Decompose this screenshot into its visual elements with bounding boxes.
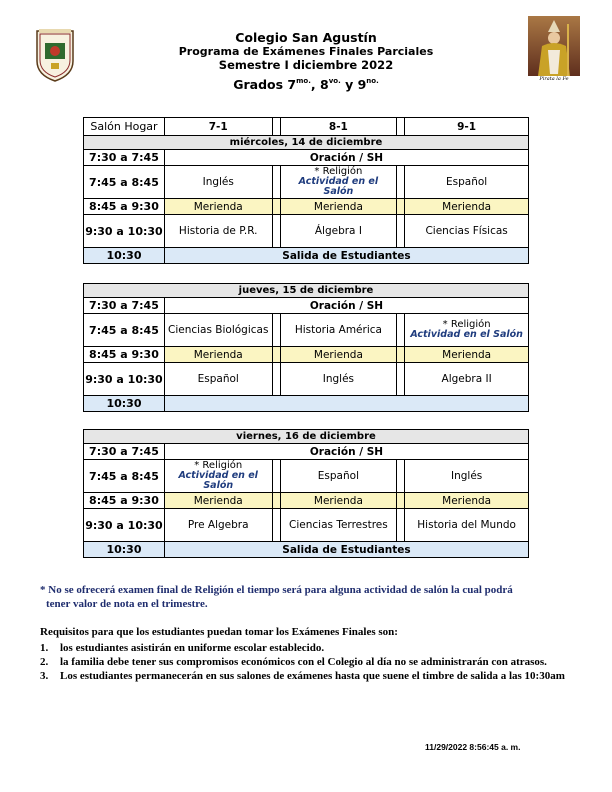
exam-cell: Historia América bbox=[280, 314, 397, 347]
religion-note bbox=[40, 583, 560, 611]
exit-row bbox=[84, 248, 529, 264]
prayer-cell: Oración / SH bbox=[164, 298, 528, 314]
exam-cell: Español bbox=[405, 166, 529, 199]
religion-activity-cell: * Religión Actividad en el Salón bbox=[405, 314, 529, 347]
exam1-row bbox=[84, 166, 529, 199]
religion-activity-cell: * Religión Actividad en el Salón bbox=[164, 460, 272, 493]
saint-augustine-image bbox=[528, 16, 580, 86]
prayer-row bbox=[84, 150, 529, 166]
snack-cell: Merienda bbox=[164, 199, 272, 215]
exit-cell bbox=[164, 396, 528, 412]
snack-cell: Merienda bbox=[164, 347, 272, 363]
schedule-table-thursday bbox=[83, 283, 529, 412]
col-header-8-1: 8-1 bbox=[280, 118, 397, 136]
print-timestamp: 11/29/2022 8:56:45 a. m. bbox=[425, 742, 521, 752]
time-cell: 10:30 bbox=[84, 542, 165, 558]
list-item: 1. los estudiantes asistirán en uniforme escolar establecido. bbox=[40, 642, 325, 654]
col-header-9-1: 9-1 bbox=[405, 118, 529, 136]
time-cell: 8:45 a 9:30 bbox=[84, 493, 165, 509]
time-cell: 10:30 bbox=[84, 248, 165, 264]
document-header bbox=[150, 30, 462, 94]
prayer-cell: Oración / SH bbox=[164, 444, 528, 460]
exam-cell: Ciencias Físicas bbox=[405, 215, 529, 248]
snack-row bbox=[84, 493, 529, 509]
exam-cell: Álgebra I bbox=[280, 215, 397, 248]
schedule-table-wednesday bbox=[83, 117, 529, 264]
snack-cell: Merienda bbox=[280, 493, 397, 509]
time-cell: 7:30 a 7:45 bbox=[84, 150, 165, 166]
exit-row bbox=[84, 396, 529, 412]
exam-cell: Ciencias Biológicas bbox=[164, 314, 272, 347]
exam1-row bbox=[84, 314, 529, 347]
exam-cell: Historia de P.R. bbox=[164, 215, 272, 248]
exam-cell: Español bbox=[280, 460, 397, 493]
prayer-row bbox=[84, 444, 529, 460]
religion-activity-cell: * Religión Actividad en el Salón bbox=[280, 166, 397, 199]
list-item: 2. la familia debe tener sus compromisos económicos con el Colegio al día no se administrarán con atrasos. bbox=[40, 656, 547, 668]
exam-cell: Pre Algebra bbox=[164, 509, 272, 542]
semester-line: Semestre I diciembre 2022 bbox=[218, 58, 394, 72]
prayer-row bbox=[84, 298, 529, 314]
time-cell: 10:30 bbox=[84, 396, 165, 412]
prayer-cell: Oración / SH bbox=[164, 150, 528, 166]
day-row bbox=[84, 430, 529, 444]
program-title: Programa de Exámenes Finales Parciales bbox=[178, 45, 434, 58]
requirements-list bbox=[40, 641, 570, 683]
time-cell: 7:30 a 7:45 bbox=[84, 444, 165, 460]
col-header-7-1: 7-1 bbox=[164, 118, 272, 136]
note-line: tener valor de nota en el trimestre. bbox=[46, 598, 208, 610]
requirements-title: Requisitos para que los estudiantes puedan tomar los Exámenes Finales son: bbox=[40, 626, 398, 638]
day-label: jueves, 15 de diciembre bbox=[84, 284, 529, 298]
day-label: viernes, 16 de diciembre bbox=[84, 430, 529, 444]
day-label: miércoles, 14 de diciembre bbox=[84, 136, 529, 150]
col-header-salon-hogar: Salón Hogar bbox=[84, 118, 165, 136]
exam-cell: Historia del Mundo bbox=[405, 509, 529, 542]
grades-line: Grados $7^{mo.}$, $8^{vo.}$ y $9^{no.}$ bbox=[233, 77, 379, 92]
snack-cell: Merienda bbox=[405, 199, 529, 215]
time-cell: 7:45 a 8:45 bbox=[84, 166, 165, 199]
exit-row bbox=[84, 542, 529, 558]
time-cell: 9:30 a 10:30 bbox=[84, 215, 165, 248]
table-header-row bbox=[84, 118, 529, 136]
day-row bbox=[84, 284, 529, 298]
time-cell: 7:45 a 8:45 bbox=[84, 460, 165, 493]
school-crest-logo bbox=[33, 27, 77, 83]
snack-cell: Merienda bbox=[164, 493, 272, 509]
exam1-row bbox=[84, 460, 529, 493]
exit-cell: Salida de Estudiantes bbox=[164, 542, 528, 558]
snack-row bbox=[84, 347, 529, 363]
snack-cell: Merienda bbox=[405, 347, 529, 363]
snack-row bbox=[84, 199, 529, 215]
snack-cell: Merienda bbox=[405, 493, 529, 509]
snack-cell: Merienda bbox=[280, 199, 397, 215]
exam-cell: Algebra II bbox=[405, 363, 529, 396]
time-cell: 7:30 a 7:45 bbox=[84, 298, 165, 314]
image-caption: Pirata la Fe bbox=[539, 76, 569, 82]
time-cell: 8:45 a 9:30 bbox=[84, 199, 165, 215]
exam2-row bbox=[84, 215, 529, 248]
exam2-row bbox=[84, 509, 529, 542]
snack-cell: Merienda bbox=[280, 347, 397, 363]
exam-cell: Ciencias Terrestres bbox=[280, 509, 397, 542]
exam-cell: Inglés bbox=[405, 460, 529, 493]
exam-cell: Inglés bbox=[280, 363, 397, 396]
exam-cell: Inglés bbox=[164, 166, 272, 199]
school-name: Colegio San Agustín bbox=[235, 30, 377, 45]
note-line: * No se ofrecerá examen final de Religión el tiempo será para alguna actividad de salón la cual podrá bbox=[40, 584, 513, 596]
time-cell: 9:30 a 10:30 bbox=[84, 363, 165, 396]
time-cell: 9:30 a 10:30 bbox=[84, 509, 165, 542]
exit-cell: Salida de Estudiantes bbox=[164, 248, 528, 264]
exam-cell: Español bbox=[164, 363, 272, 396]
schedule-table-friday bbox=[83, 429, 529, 558]
exam2-row bbox=[84, 363, 529, 396]
list-item: 3. Los estudiantes permanecerán en sus salones de exámenes hasta que suene el timbre de salida a las 10:30am bbox=[40, 670, 565, 682]
time-cell: 8:45 a 9:30 bbox=[84, 347, 165, 363]
time-cell: 7:45 a 8:45 bbox=[84, 314, 165, 347]
requirements-section bbox=[40, 625, 570, 683]
day-row bbox=[84, 136, 529, 150]
